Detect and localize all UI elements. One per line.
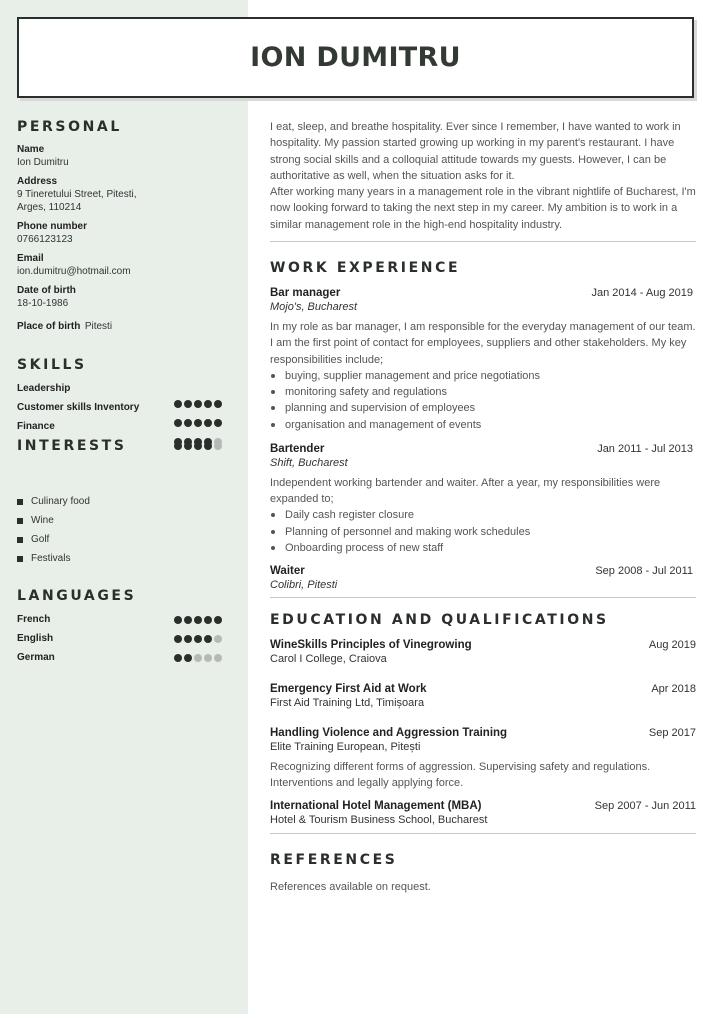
- field-label: Address: [17, 176, 58, 187]
- field-value: ion.dumitru@hotmail.com: [17, 266, 131, 277]
- list-item: Daily cash register closure: [270, 507, 696, 523]
- rating-dot-filled: [194, 635, 202, 643]
- education-institution: Hotel & Tourism Business School, Bucharest: [270, 813, 488, 826]
- full-name: ION DUMITRU: [250, 42, 461, 73]
- field-label: Place of birth: [17, 321, 81, 332]
- job-entry: [270, 287, 696, 433]
- language-row: [17, 610, 231, 629]
- rating-dot-filled: [204, 635, 212, 643]
- square-bullet-icon: [17, 499, 23, 505]
- education-date: Apr 2018: [651, 682, 696, 695]
- skill-rating: [174, 394, 222, 413]
- personal-title: PERSONAL: [17, 119, 122, 135]
- list-item: [17, 530, 231, 549]
- square-bullet-icon: [17, 537, 23, 543]
- language-row: [17, 648, 231, 667]
- personal-field-dob: [17, 284, 231, 310]
- field-value: 9 Tineretului Street, Pitesti, Arges, 110214: [17, 189, 137, 213]
- rating-dot-empty: [214, 442, 222, 450]
- skill-label: Finance: [17, 421, 55, 432]
- education-institution: Carol I College, Craiova: [270, 652, 387, 665]
- job-description: Independent working bartender and waiter. After a year, my responsibilities were expanded to;: [270, 476, 661, 506]
- job-place: Mojo's, Bucharest: [270, 301, 358, 314]
- education-title-text: International Hotel Management (MBA): [270, 799, 482, 812]
- rating-dot-filled: [184, 654, 192, 662]
- list-item: [17, 511, 231, 530]
- personal-field-address: [17, 175, 231, 214]
- field-label: Name: [17, 144, 45, 155]
- rating-dot-filled: [184, 419, 192, 427]
- job-title: Bar manager: [270, 287, 341, 300]
- language-label: French: [17, 614, 51, 625]
- list-item: buying, supplier management and price negotiations: [270, 368, 696, 384]
- field-label: Email: [17, 253, 44, 264]
- interests-title: INTERESTS: [17, 438, 127, 454]
- job-date: Sep 2008 - Jul 2011: [595, 564, 693, 577]
- job-title: Waiter: [270, 564, 305, 577]
- job-bullets: [270, 368, 696, 433]
- language-row: [17, 629, 231, 648]
- rating-dot-filled: [174, 442, 182, 450]
- interest-label: Wine: [31, 515, 54, 526]
- education-entry: [270, 800, 696, 826]
- rating-dot-filled: [174, 654, 182, 662]
- list-item: [17, 549, 231, 568]
- personal-field-email: [17, 252, 231, 278]
- rating-dot-filled: [214, 419, 222, 427]
- rating-dot-filled: [184, 635, 192, 643]
- language-rating: [174, 616, 222, 624]
- language-rating: [174, 635, 222, 643]
- rating-dot-filled: [194, 419, 202, 427]
- interests-list: [17, 492, 231, 568]
- references-title: REFERENCES: [270, 851, 398, 868]
- list-item: [17, 492, 231, 511]
- job-date: Jan 2014 - Aug 2019: [591, 287, 693, 300]
- field-label: Phone number: [17, 221, 88, 232]
- interest-label: Golf: [31, 534, 50, 545]
- job-entry: [270, 443, 696, 556]
- skills-list: [17, 379, 231, 441]
- rating-dot-filled: [184, 616, 192, 624]
- education-title-text: Emergency First Aid at Work: [270, 682, 427, 695]
- education-description: Recognizing different forms of aggression. Supervising safety and regulations. Interventions and legally applying force.: [270, 760, 651, 790]
- field-value: 18-10-1986: [17, 298, 69, 309]
- skills-title: SKILLS: [17, 357, 87, 373]
- skill-rating: [174, 436, 222, 455]
- main-column: [270, 119, 696, 895]
- rating-dot-empty: [194, 654, 202, 662]
- interest-label: Culinary food: [31, 496, 90, 507]
- job-date: Jan 2011 - Jul 2013: [597, 442, 693, 455]
- rating-dot-filled: [184, 442, 192, 450]
- language-label: German: [17, 652, 55, 663]
- rating-dot-filled: [184, 400, 192, 408]
- rating-dot-filled: [174, 616, 182, 624]
- divider: [270, 833, 696, 834]
- divider: [270, 241, 696, 242]
- rating-dot-filled: [174, 400, 182, 408]
- education-title-text: Handling Violence and Aggression Training: [270, 726, 508, 739]
- field-value: Ion Dumitru: [17, 157, 69, 168]
- job-entry: [270, 565, 696, 591]
- personal-field-name: [17, 143, 231, 169]
- skill-label: Customer skills Inventory: [17, 402, 140, 413]
- education-date: Aug 2019: [648, 638, 696, 651]
- education-institution: Elite Training European, Pitești: [270, 740, 421, 753]
- rating-dot-filled: [204, 419, 212, 427]
- rating-dot-filled: [204, 442, 212, 450]
- job-place: Shift, Bucharest: [270, 456, 348, 469]
- square-bullet-icon: [17, 518, 23, 524]
- square-bullet-icon: [17, 556, 23, 562]
- skill-rating: [174, 413, 222, 432]
- name-header: [17, 17, 694, 98]
- education-date: Sep 2007 - Jun 2011: [594, 799, 696, 812]
- rating-dot-filled: [214, 616, 222, 624]
- profile-paragraph: I eat, sleep, and breathe hospitality. Ever since I remember, I have wanted to work in hospitality. My passion started growing up working in my parent's restaurant. I have strong social skills and a colloquial attitude towards my guests. However, I can be authoritative as well, when the situation asks for it.: [270, 121, 681, 182]
- list-item: planning and supervision of employees: [270, 400, 696, 416]
- education-institution: First Aid Training Ltd, Timișoara: [270, 696, 425, 709]
- list-item: Planning of personnel and making work schedules: [270, 524, 696, 540]
- rating-dot-empty: [204, 654, 212, 662]
- job-description: In my role as bar manager, I am responsible for the everyday management of our team. I am the first point of contact for employees, suppliers and other stakeholders. My key responsibilities include;: [270, 321, 696, 366]
- rating-dot-filled: [194, 616, 202, 624]
- job-title: Bartender: [270, 442, 325, 455]
- interests-section: [17, 438, 231, 454]
- profile-paragraph: After working many years in a management role in the vibrant nightlife of Bucharest, I'm now looking forward to taking the next step in my career. My ambition is to work in a similar management role in the high-end hospitality industry.: [270, 186, 696, 231]
- left-column: [17, 119, 231, 667]
- job-bullets: [270, 507, 696, 556]
- education-entry: [270, 727, 696, 792]
- education-entry: [270, 639, 696, 665]
- rating-dot-filled: [214, 400, 222, 408]
- interest-label: Festivals: [31, 553, 71, 564]
- personal-field-phone: [17, 220, 231, 246]
- field-label: Date of birth: [17, 285, 76, 296]
- references-text: References available on request.: [270, 880, 431, 893]
- divider: [270, 597, 696, 598]
- rating-dot-filled: [204, 616, 212, 624]
- education-title: EDUCATION AND QUALIFICATIONS: [270, 611, 609, 628]
- language-label: English: [17, 633, 54, 644]
- list-item: Onboarding process of new staff: [270, 540, 696, 556]
- work-title: WORK EXPERIENCE: [270, 260, 461, 277]
- rating-dot-filled: [204, 400, 212, 408]
- rating-dot-filled: [174, 419, 182, 427]
- personal-field-place: [17, 316, 231, 334]
- education-date: Sep 2017: [648, 726, 696, 739]
- language-rating: [174, 654, 222, 662]
- rating-dot-filled: [194, 442, 202, 450]
- rating-dot-filled: [194, 400, 202, 408]
- list-item: organisation and management of events: [270, 417, 696, 433]
- rating-dot-empty: [214, 654, 222, 662]
- rating-dot-empty: [214, 635, 222, 643]
- field-value: Pitesti: [84, 321, 113, 332]
- skill-label: Leadership: [17, 383, 71, 394]
- education-entry: [270, 683, 696, 709]
- field-value: 0766123123: [17, 234, 73, 245]
- job-place: Colibri, Pitesti: [270, 578, 338, 591]
- education-title-text: WineSkills Principles of Vinegrowing: [270, 638, 472, 651]
- rating-dot-filled: [174, 635, 182, 643]
- languages-title: LANGUAGES: [17, 588, 137, 604]
- list-item: monitoring safety and regulations: [270, 384, 696, 400]
